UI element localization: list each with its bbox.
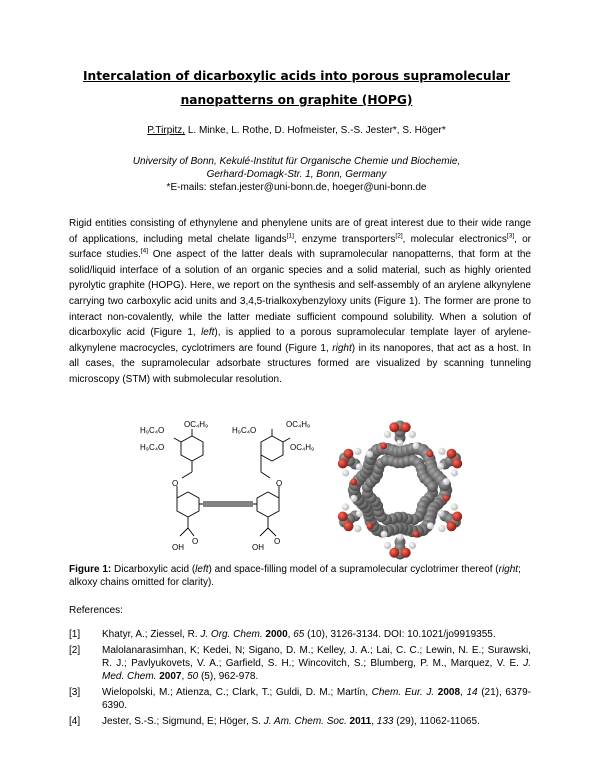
abstract-text-6: ), is applied to a porous supramolecular template layer of arylene-alkynylene macrocycles, cyclotrimers are found (Figure 1, — [69, 327, 532, 354]
hydroxyl-right: OH — [252, 543, 264, 552]
oxygen-atom — [447, 449, 457, 459]
oxygen-atom — [380, 442, 387, 449]
first-author: P.Tirpitz, — [147, 125, 186, 136]
affiliation-line-1: University of Bonn, Kekulé-Institut für Organische Chemie und Biochemie, — [132, 156, 461, 167]
oxygen-atom — [389, 548, 399, 558]
abstract-right-emphasis: right — [332, 342, 352, 354]
hydrogen-atom — [384, 431, 391, 438]
hydrogen-atom — [342, 469, 349, 476]
carbonyl-o-right: O — [274, 537, 281, 546]
hydrogen-atom — [438, 525, 445, 532]
hydrogen-atom — [409, 542, 416, 549]
citation-4: [4] — [140, 247, 149, 255]
oxygen-atom — [401, 548, 411, 558]
hydrogen-atom — [451, 503, 458, 510]
citation-2: [2] — [395, 232, 403, 240]
caption-text-1: Dicarboxylic acid ( — [111, 564, 196, 575]
oxygen-atom — [447, 521, 457, 531]
hydrogen-atom — [397, 534, 404, 541]
reference-item: [2] Malolanarasimhan, K; Kedei, N; Sigano, D. M.; Kelley, J. A.; Lai, C. C.; Lewin, N. E.; Surawski, R. J.; Pavlyukovets, V. A.; Garfield, S. H.; Wincovitch, S.; Blumberg, P. M., Marquez, V. E. J. Med. Chem. 2007, 50 (5), 962-978. — [69, 645, 531, 682]
oxygen-atom — [389, 422, 399, 432]
abstract-paragraph — [69, 216, 531, 388]
oxygen-atom — [413, 531, 420, 538]
hydroxyl-left: OH — [172, 543, 184, 552]
abstract-left-emphasis: left — [201, 327, 215, 339]
oxygen-atom — [427, 450, 434, 457]
butoxy-label-1: H₉C₄O — [140, 426, 165, 435]
butoxy-label-6: OC₄H₉ — [290, 443, 315, 452]
citation-1: [1] — [286, 232, 294, 240]
carbon-atom — [427, 481, 438, 492]
figure-caption — [69, 563, 531, 589]
affiliation — [0, 155, 593, 181]
butoxy-label-3: H₉C₄O — [140, 443, 165, 452]
hydrogen-atom — [412, 442, 419, 449]
abstract-text-5: One aspect of the latter deals with supramolecular nanopatterns, that form at the solid/liquid interface of a solution of an organic species and a solid material, such as highly oriented pyrolytic graphite (HOPG). Here, we report on the synthesis and self-assembly of an arylene alkynylene carrying two carboxylic acid units and 3,4,5-trialkoxybenzyloxy units (Figure 1). The former are prone to interact non-covalently, while the latter mediate sufficient compound solubility. When a solution of dicarboxylic acid (Figure 1, — [69, 249, 531, 339]
hydrogen-atom — [356, 463, 363, 470]
references-heading: References: — [69, 605, 123, 616]
paper-title: Intercalation of dicarboxylic acids into porous supramolecular nanopatterns on graphite (HOPG) — [83, 69, 510, 107]
reference-item: [1] Khatyr, A.; Ziessel, R. J. Org. Chem. 2000, 65 (10), 3126-3134. DOI: 10.1021/jo9919355. — [69, 629, 496, 640]
citation-3: [3] — [506, 232, 515, 240]
hydrogen-atom — [342, 503, 349, 510]
butoxy-label-5: OC₄H₉ — [286, 420, 311, 429]
hydrogen-atom — [409, 431, 416, 438]
ether-o-left: O — [172, 479, 179, 488]
reference-item: [4] Jester, S.-S.; Sigmund, E; Höger, S. J. Am. Chem. Soc. 2011, 133 (29), 11062-11065. — [69, 716, 480, 727]
hydrogen-atom — [437, 510, 444, 517]
oxygen-atom — [338, 512, 348, 522]
butoxy-label-4: H₉C₄O — [232, 426, 257, 435]
oxygen-atom — [443, 495, 450, 502]
oxygen-atom — [452, 459, 462, 469]
hydrogen-atom — [356, 510, 363, 517]
reference-list — [69, 628, 531, 731]
abstract-text-1: Rigid entities consisting of ethynylene and phenylene units are of great interest due to their wide range of applications, including metal chelate ligands — [69, 218, 531, 245]
hydrogen-atom — [438, 448, 445, 455]
hydrogen-atom — [443, 478, 450, 485]
abstract-text-7: ) in its nanopores, that act as a host. In all cases, the supramolecular adsorbate structures formed are visualized by scanning tunneling microscopy (STM) with submolecular resolution. — [69, 342, 531, 385]
caption-text-2: ) and space-filling model of a supramolecular cyclotrimer thereof ( — [208, 564, 499, 575]
hydrogen-atom — [384, 542, 391, 549]
carbonyl-o-left: O — [192, 537, 199, 546]
author-list — [0, 125, 593, 136]
affiliation-line-2: Gerhard-Domagk-Str. 1, Bonn, Germany — [206, 169, 387, 180]
hydrogen-atom — [427, 522, 434, 529]
hydrogen-atom — [381, 531, 388, 538]
space-filling-model — [330, 420, 470, 560]
caption-text-3: ; alkoxy chains omitted for clarity). — [69, 564, 521, 588]
oxygen-atom — [350, 479, 357, 486]
ether-o-right: O — [276, 479, 283, 488]
oxygen-atom — [344, 449, 354, 459]
abstract-text-2: , enzyme transporters — [293, 233, 396, 245]
oxygen-atom — [401, 422, 411, 432]
hydrogen-atom — [396, 440, 403, 447]
hydrogen-atom — [354, 525, 361, 532]
abstract-text-4: , or surface studies. — [69, 233, 531, 261]
figure-1 — [140, 420, 470, 560]
structural-formula — [140, 420, 325, 560]
hydrogen-atom — [366, 451, 373, 458]
contact-emails: *E-mails: stefan.jester@uni-bonn.de, hoeger@uni-bonn.de — [166, 182, 427, 193]
reference-item: [3] Wielopolski, M.; Atienza, C.; Clark, T.; Guldi, D. M.; Martín, Chem. Eur. J. 2008, 14 (21), 6379-6390. — [69, 687, 531, 711]
caption-right: right — [498, 564, 519, 575]
oxygen-atom — [338, 459, 348, 469]
caption-left: left — [195, 564, 209, 575]
hydrogen-atom — [350, 495, 357, 502]
hydrogen-atom — [451, 469, 458, 476]
oxygen-atom — [344, 521, 354, 531]
co-authors: L. Minke, L. Rothe, D. Hofmeister, S.-S. Jester*, S. Höger* — [185, 125, 446, 136]
hydrogen-atom — [354, 448, 361, 455]
abstract-text-3: , molecular electronics — [402, 233, 507, 245]
butoxy-label-2: OC₄H₉ — [184, 420, 209, 429]
oxygen-atom — [367, 523, 374, 530]
hydrogen-atom — [437, 463, 444, 470]
oxygen-atom — [452, 512, 462, 522]
caption-label: Figure 1: — [69, 564, 112, 575]
